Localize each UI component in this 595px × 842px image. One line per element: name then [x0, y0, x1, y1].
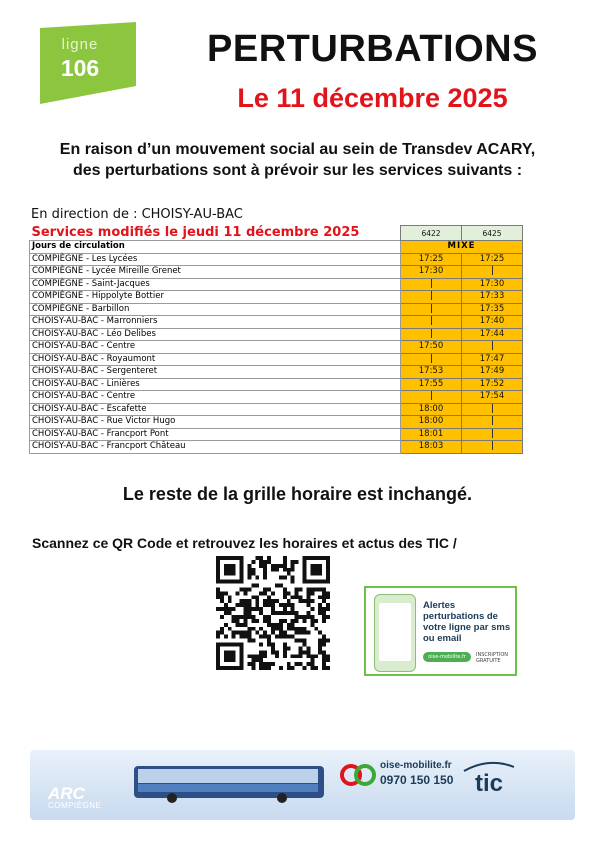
departure-time: 17:33 [462, 291, 523, 304]
departure-time [401, 278, 462, 291]
alert-text: Alertes perturbations de votre ligne par sms ou email [423, 600, 511, 644]
intro-line-2: des perturbations sont à prévoir sur les services suivants : [72, 162, 523, 179]
table-row [30, 341, 523, 354]
no-stop-marker [431, 279, 432, 288]
rest-unchanged-text: Le reste de la grille horaire est inchangé. [122, 484, 473, 504]
oise-mobilite-icon [340, 762, 376, 788]
intro-text [10, 139, 585, 181]
departure-time [401, 291, 462, 304]
page-title: PERTURBATIONS [207, 28, 538, 70]
stop-name: CHOISY-AU-BAC - Marronniers [30, 316, 401, 329]
departure-time [462, 416, 523, 429]
table-row [30, 328, 523, 341]
departure-time: 17:44 [462, 328, 523, 341]
departure-time: 17:25 [462, 253, 523, 266]
table-row [30, 303, 523, 316]
stop-name: COMPIÈGNE - Lycée Mireille Grenet [30, 266, 401, 279]
no-stop-marker [431, 391, 432, 400]
disruption-date: Le 11 décembre 2025 [237, 83, 508, 113]
timetable-header-row [30, 226, 523, 241]
no-stop-marker [431, 329, 432, 338]
stop-name: CHOISY-AU-BAC - Léo Delibes [30, 328, 401, 341]
no-stop-marker [492, 404, 493, 413]
no-stop-marker [492, 416, 493, 425]
departure-time: 18:00 [401, 416, 462, 429]
table-row [30, 353, 523, 366]
tic-logo-text: tic [474, 770, 504, 797]
intro-line-1: En raison d’un mouvement social au sein de Transdev ACARY, [59, 141, 536, 158]
table-row [30, 441, 523, 454]
table-row [30, 366, 523, 379]
stop-name: CHOISY-AU-BAC - Centre [30, 391, 401, 404]
no-stop-marker [431, 354, 432, 363]
stop-name: CHOISY-AU-BAC - Sergenteret [30, 366, 401, 379]
oise-mobilite-phone[interactable]: 0970 150 150 [380, 773, 454, 787]
departure-time: 17:30 [462, 278, 523, 291]
table-row [30, 403, 523, 416]
arc-logo [48, 786, 130, 814]
phone-illustration [374, 594, 416, 672]
alert-website-pill: oise-mobilite.fr [423, 652, 471, 662]
departure-time: 17:55 [401, 378, 462, 391]
departure-time [401, 391, 462, 404]
table-row [30, 291, 523, 304]
oise-mobilite-url[interactable]: oise-mobilite.fr [380, 760, 452, 771]
stop-name: CHOISY-AU-BAC - Linières [30, 378, 401, 391]
table-row [30, 378, 523, 391]
stop-name: CHOISY-AU-BAC - Francport Pont [30, 428, 401, 441]
departure-time: 18:01 [401, 428, 462, 441]
table-row [30, 391, 523, 404]
no-stop-marker [492, 341, 493, 350]
days-value: MIXE [401, 241, 523, 254]
no-stop-marker [492, 266, 493, 275]
departure-time [462, 441, 523, 454]
departure-time [462, 403, 523, 416]
service-number: 6425 [462, 226, 523, 241]
stop-name: CHOISY-AU-BAC - Rue Victor Hugo [30, 416, 401, 429]
table-row [30, 266, 523, 279]
line-number: 106 [60, 55, 100, 81]
no-stop-marker [492, 429, 493, 438]
direction-label: En direction de : CHOISY-AU-BAC [31, 207, 243, 222]
stop-name: CHOISY-AU-BAC - Francport Château [30, 441, 401, 454]
departure-time [401, 353, 462, 366]
departure-time: 17:35 [462, 303, 523, 316]
oise-mobilite-contact [340, 760, 460, 790]
timetable [29, 225, 523, 454]
days-row [30, 241, 523, 254]
departure-time [462, 428, 523, 441]
departure-time: 17:50 [401, 341, 462, 354]
departure-time: 17:30 [401, 266, 462, 279]
service-number: 6422 [401, 226, 462, 241]
table-row [30, 416, 523, 429]
qr-code[interactable] [216, 556, 330, 670]
departure-time: 17:52 [462, 378, 523, 391]
line-badge [40, 22, 136, 104]
departure-time [401, 303, 462, 316]
sms-alert-card [364, 586, 517, 676]
departure-time: 18:03 [401, 441, 462, 454]
stop-name: CHOISY-AU-BAC - Escafette [30, 403, 401, 416]
departure-time: 17:53 [401, 366, 462, 379]
table-row [30, 428, 523, 441]
days-label: Jours de circulation [30, 241, 401, 254]
no-stop-marker [492, 441, 493, 450]
no-stop-marker [431, 304, 432, 313]
line-word: ligne [61, 36, 99, 53]
stop-name: COMPIÈGNE - Hippolyte Bottier [30, 291, 401, 304]
no-stop-marker [431, 316, 432, 325]
scan-instruction: Scannez ce QR Code et retrouvez les horaires et actus des TIC / [32, 535, 457, 551]
alert-signup-text: INSCRIPTION GRATUITE [476, 652, 509, 664]
arc-logo-text: ARC [48, 784, 85, 803]
table-row [30, 278, 523, 291]
departure-time [401, 316, 462, 329]
arc-logo-subtitle: COMPIÈGNE [48, 801, 102, 810]
no-stop-marker [431, 291, 432, 300]
stop-name: CHOISY-AU-BAC - Royaumont [30, 353, 401, 366]
tic-logo [460, 757, 518, 797]
stop-name: CHOISY-AU-BAC - Centre [30, 341, 401, 354]
stop-name: COMPIÈGNE - Les Lycées [30, 253, 401, 266]
stop-name: COMPIÈGNE - Barbillon [30, 303, 401, 316]
departure-time: 18:00 [401, 403, 462, 416]
departure-time: 17:49 [462, 366, 523, 379]
bus-illustration [132, 760, 328, 804]
departure-time: 17:40 [462, 316, 523, 329]
table-row [30, 316, 523, 329]
departure-time [462, 341, 523, 354]
table-row [30, 253, 523, 266]
departure-time [462, 266, 523, 279]
departure-time [401, 328, 462, 341]
departure-time: 17:54 [462, 391, 523, 404]
modified-services-label: Services modifiés le jeudi 11 décembre 2025 [31, 225, 360, 241]
stop-name: COMPIÈGNE - Saint-Jacques [30, 278, 401, 291]
departure-time: 17:25 [401, 253, 462, 266]
departure-time: 17:47 [462, 353, 523, 366]
